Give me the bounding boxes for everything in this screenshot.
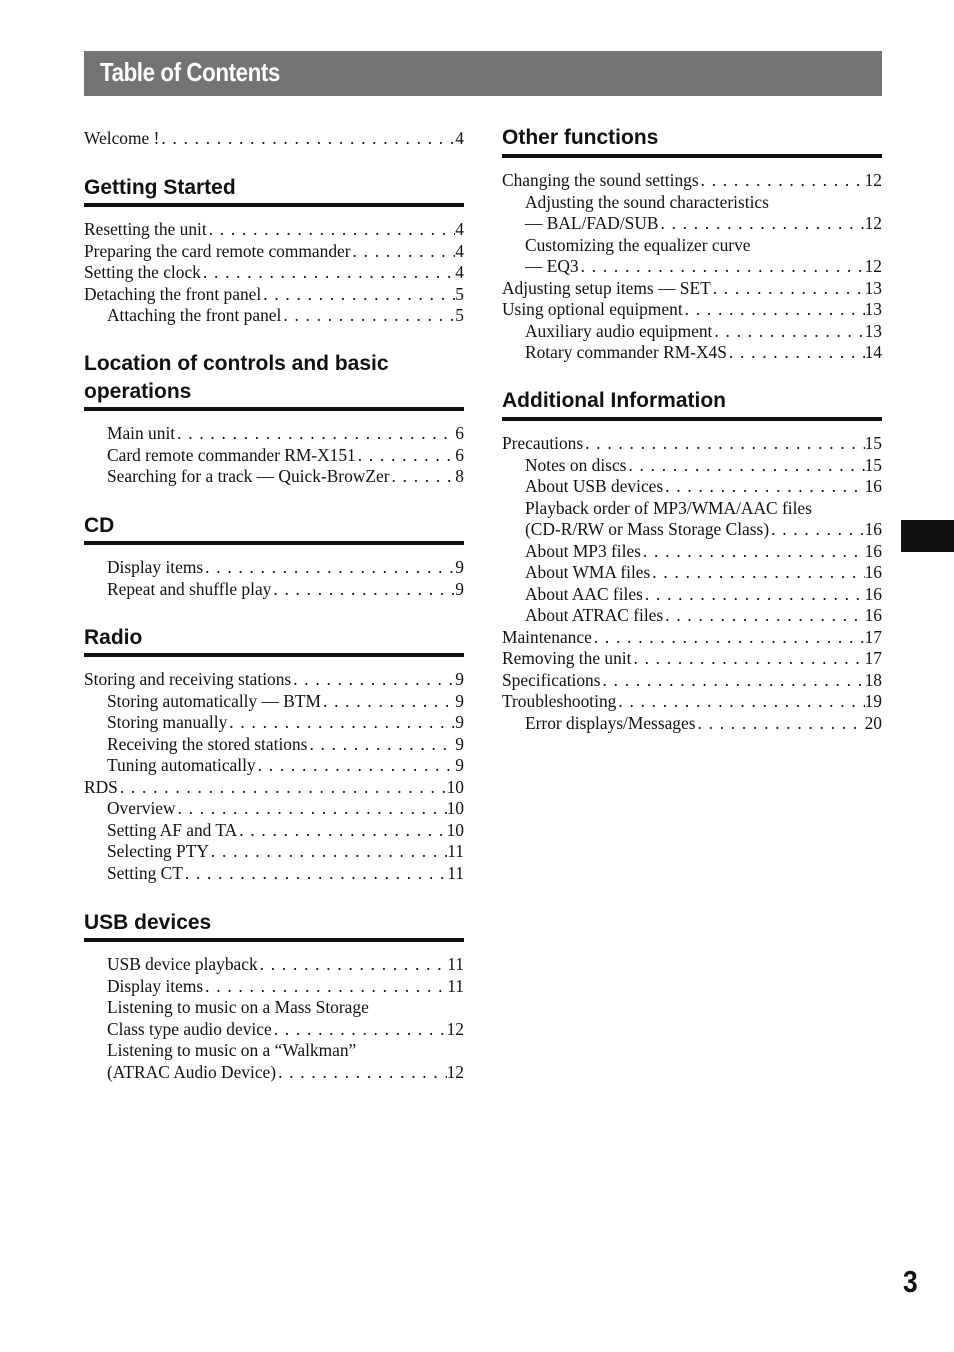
section-rule	[84, 541, 464, 545]
toc-entry[interactable]: Repeat and shuffle play . . . 9	[107, 578, 464, 600]
toc-entry[interactable]: Error displays/Messages . . . 20	[525, 712, 882, 734]
toc-entry[interactable]: USB device playback . . . 11	[107, 953, 464, 975]
toc-entry[interactable]: Listening to music on a Mass Storage	[107, 997, 369, 1017]
toc-entry[interactable]: Adjusting setup items — SET . . . 13	[502, 277, 882, 299]
section-rule	[502, 154, 882, 158]
section-rule	[84, 938, 464, 942]
section-heading-location: Location of controls and basic	[84, 352, 389, 375]
toc-entry[interactable]: Card remote commander RM-X151 . . . 6	[107, 444, 464, 466]
toc-entry[interactable]: Resetting the unit . . . 4	[84, 218, 464, 240]
toc-entry[interactable]: Storing manually . . . 9	[107, 711, 464, 733]
section-heading-location-line2: operations	[84, 380, 192, 403]
page-title: Table of Contents	[100, 57, 280, 87]
toc-entry[interactable]: Rotary commander RM-X4S . . . 14	[525, 341, 882, 363]
toc-entry[interactable]: Storing and receiving stations . . . 9	[84, 668, 464, 690]
toc-entry[interactable]: Overview . . . 10	[107, 797, 464, 819]
toc-entry[interactable]: Display items . . . 9	[107, 556, 464, 578]
section-rule	[502, 417, 882, 421]
section-heading-other-functions: Other functions	[502, 126, 659, 149]
section-rule	[84, 653, 464, 657]
toc-entry[interactable]: RDS . . . 10	[84, 776, 464, 798]
toc-entry[interactable]: Specifications . . . 18	[502, 669, 882, 691]
toc-entry[interactable]: Customizing the equalizer curve	[525, 234, 751, 255]
toc-entry[interactable]: Class type audio device . . . 12	[107, 1018, 464, 1040]
toc-entry[interactable]: Using optional equipment . . . 13	[502, 298, 882, 320]
section-heading-additional-information: Additional Information	[502, 389, 726, 412]
toc-entry[interactable]: Storing automatically — BTM . . . 9	[107, 690, 464, 712]
toc-entry[interactable]: Notes on discs . . . 15	[525, 454, 882, 476]
section-rule	[84, 203, 464, 207]
toc-entry[interactable]: Tuning automatically . . . 9	[107, 754, 464, 776]
toc-entry[interactable]: — BAL/FAD/SUB . . . 12	[525, 212, 882, 234]
entry-page: 4	[455, 128, 464, 148]
toc-entry[interactable]: (CD-R/RW or Mass Storage Class) . . . 16	[525, 518, 882, 540]
toc-entry[interactable]: Setting AF and TA . . . 10	[107, 819, 464, 841]
title-bar	[84, 51, 882, 96]
section-heading-radio: Radio	[84, 626, 143, 649]
toc-entry[interactable]: Selecting PTY . . . 11	[107, 840, 464, 862]
toc-entry[interactable]: About AAC files . . . 16	[525, 583, 882, 605]
toc-entry[interactable]: — EQ3 . . . 12	[525, 255, 882, 277]
toc-entry[interactable]: Maintenance . . . 17	[502, 626, 882, 648]
section-tab-marker	[901, 520, 954, 552]
toc-entry[interactable]: About MP3 files . . . 16	[525, 540, 882, 562]
toc-entry[interactable]: Receiving the stored stations . . . 9	[107, 733, 464, 755]
toc-entry[interactable]: About ATRAC files . . . 16	[525, 604, 882, 626]
toc-entry[interactable]: Playback order of MP3/WMA/AAC files	[525, 497, 812, 518]
toc-entry[interactable]: Changing the sound settings . . . 12	[502, 169, 882, 191]
toc-entry[interactable]: Precautions . . . 15	[502, 432, 882, 454]
toc-entry[interactable]: Main unit . . . 6	[107, 422, 464, 444]
toc-entry[interactable]: Attaching the front panel . . . 5	[107, 304, 464, 326]
toc-entry[interactable]: Removing the unit . . . 17	[502, 647, 882, 669]
section-heading-getting-started: Getting Started	[84, 176, 236, 199]
toc-entry[interactable]: Setting the clock . . . 4	[84, 261, 464, 283]
section-heading-usb: USB devices	[84, 911, 212, 934]
toc-entry[interactable]: Display items . . . 11	[107, 975, 464, 997]
toc-entry-welcome[interactable]	[84, 127, 464, 149]
toc-entry[interactable]: Listening to music on a “Walkman”	[107, 1040, 357, 1060]
page-number: 3	[903, 1264, 918, 1299]
section-rule	[84, 407, 464, 411]
toc-entry[interactable]: Auxiliary audio equipment . . . 13	[525, 320, 882, 342]
toc-entry[interactable]: Preparing the card remote commander . . . 4	[84, 240, 464, 262]
toc-entry[interactable]: Detaching the front panel . . . 5	[84, 283, 464, 305]
toc-entry[interactable]: About WMA files . . . 16	[525, 561, 882, 583]
entry-title: Welcome !	[84, 128, 160, 148]
toc-entry[interactable]: Setting CT . . . 11	[107, 862, 464, 884]
section-heading-cd: CD	[84, 514, 115, 537]
toc-entry[interactable]: Adjusting the sound characteristics	[525, 191, 769, 212]
toc-entry[interactable]: Troubleshooting . . . 19	[502, 690, 882, 712]
toc-entry[interactable]: About USB devices . . . 16	[525, 475, 882, 497]
toc-entry[interactable]: Searching for a track — Quick-BrowZer . . . 8	[107, 465, 464, 487]
toc-entry[interactable]: (ATRAC Audio Device) . . . 12	[107, 1061, 464, 1083]
